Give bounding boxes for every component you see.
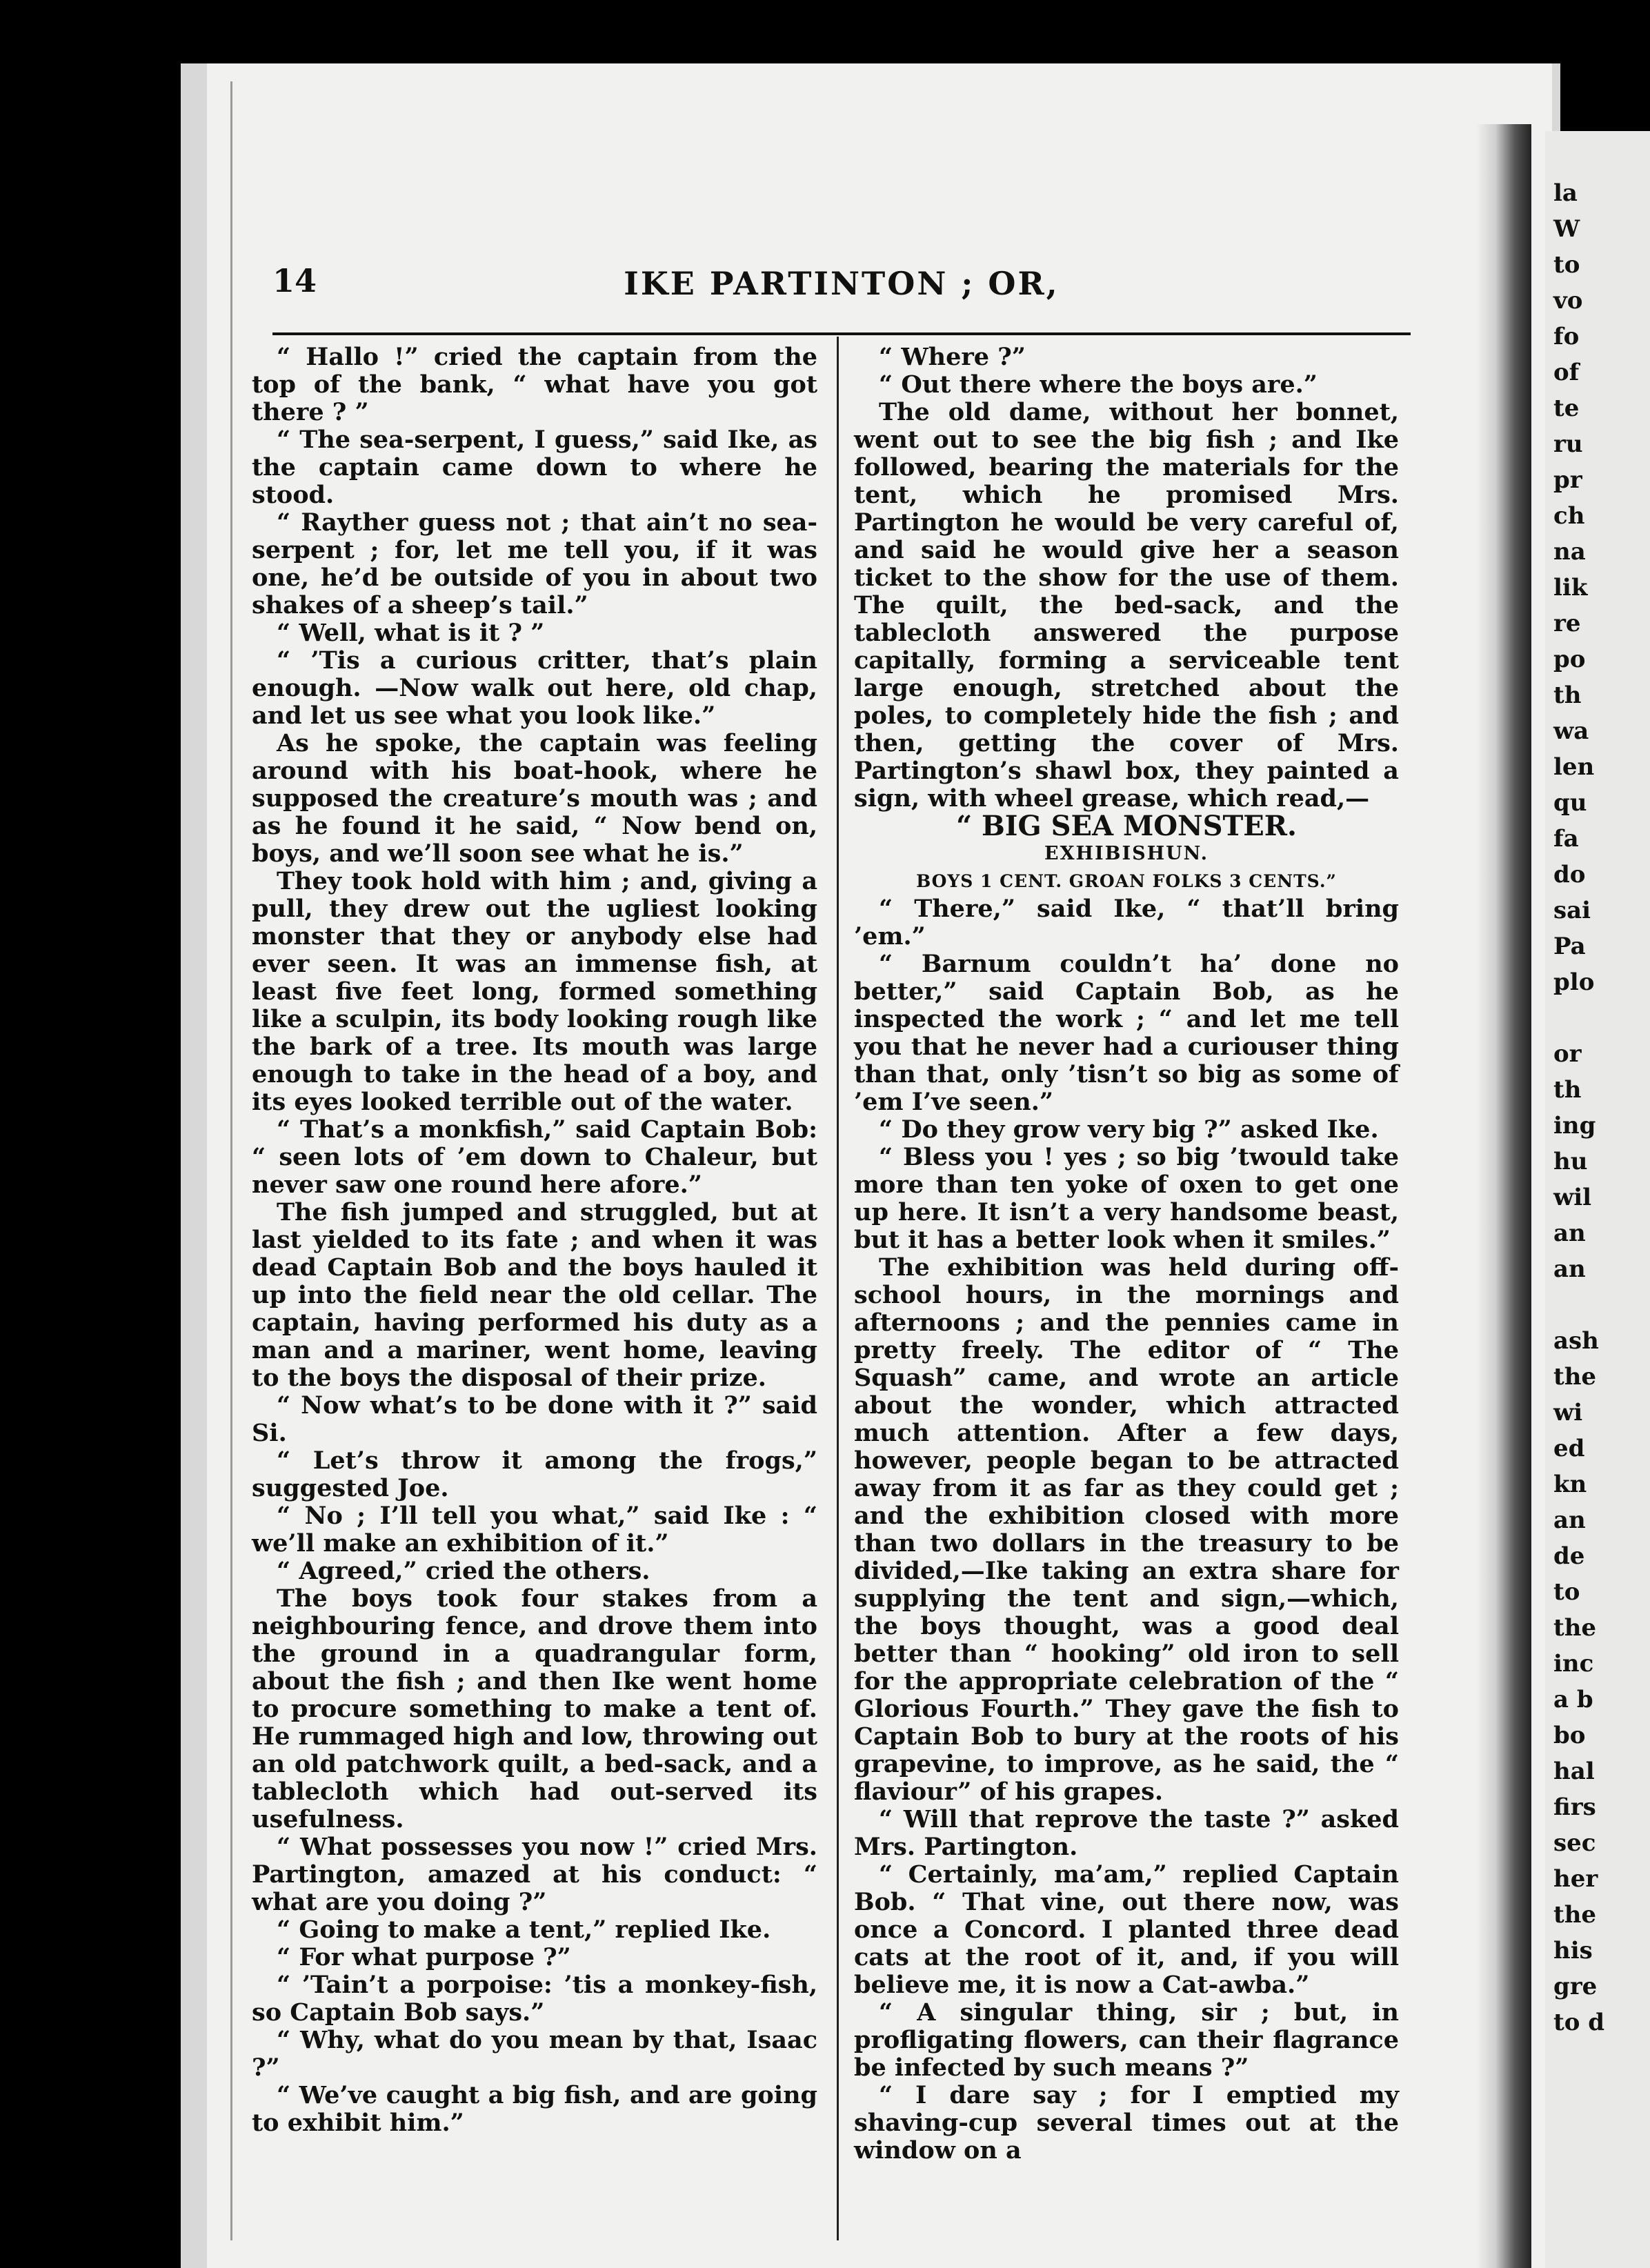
paragraph: “ Rayther guess not ; that ain’t no sea-serpent ; for, let me tell you, if it was one, he’d be outside of you in about two shakes of a sheep’s tail.”	[252, 508, 817, 619]
facing-page-text: of	[1553, 359, 1580, 386]
facing-page-text: lik	[1553, 574, 1588, 601]
facing-page-text: bo	[1553, 1722, 1586, 1749]
book-gutter	[1476, 124, 1531, 2268]
paragraph: “ Do they grow very big ?” asked Ike.	[879, 1115, 1379, 1144]
paragraph: “ Will that reprove the taste ?” asked Mrs. Partington.	[854, 1805, 1399, 1861]
facing-page-text: or	[1553, 1040, 1582, 1068]
facing-page-text: an	[1553, 1220, 1586, 1247]
right-column-continuation	[854, 895, 1399, 2165]
right-column-intro	[854, 344, 1399, 813]
facing-page-text: to d	[1553, 2009, 1604, 2036]
sign-subtitle: EXHIBISHUN.	[1044, 843, 1209, 864]
facing-page-text: an	[1553, 1255, 1586, 1283]
facing-page-text: sec	[1553, 1829, 1596, 1857]
facing-page-text: a b	[1553, 1686, 1593, 1713]
paragraph: “ Out there where the boys are.”	[879, 370, 1318, 399]
facing-page-text: hu	[1553, 1148, 1588, 1175]
paragraph: “ I dare say ; for I emptied my shaving-cup several times out at the window on a	[854, 2081, 1399, 2165]
facing-page-text: th	[1553, 682, 1582, 709]
facing-page-text: fa	[1553, 825, 1579, 853]
paragraph: “ ’Tain’t a porpoise: ’tis a monkey-fish, so Captain Bob says.”	[252, 1971, 817, 2027]
facing-page-text: wi	[1553, 1399, 1583, 1426]
facing-page-text: W	[1553, 215, 1580, 243]
paragraph: “ There,” said Ike, “ that’ll bring ’em.”	[854, 895, 1399, 951]
facing-page-text: hal	[1553, 1758, 1595, 1785]
paragraph: As he spoke, the captain was feeling around with his boat-hook, where he supposed the creature’s mouth was ; and as he found it he said, “ Now bend on, boys, and we’ll soon see what he is.”	[252, 729, 817, 868]
facing-page-text: her	[1553, 1865, 1598, 1893]
header-rule	[272, 332, 1411, 335]
paragraph: “ Certainly, ma’am,” replied Captain Bob. “ That vine, out there now, was once a Concord. I planted three dead cats at the root of it, and, if you will believe me, it is now a Cat-awba.”	[854, 1860, 1399, 1999]
facing-page-text: the	[1553, 1901, 1597, 1929]
facing-page-text: ash	[1553, 1327, 1599, 1355]
paragraph: The old dame, without her bonnet, went out to see the big fish ; and Ike followed, bearing the materials for the tent, which he promised Mrs. Partington he would be very careful of, and said he would give her a season ticket to the show for the use of them. The quilt, the bed-sack, and the tablecloth answered the purpose capitally, forming a serviceable tent large enough, stretched about the poles, to completely hide the fish ; and then, getting the cover of Mrs. Partington’s shawl box, they painted a sign, with wheel grease, which read,—	[854, 398, 1399, 813]
paragraph: “ The sea-serpent, I guess,” said Ike, as the captain came down to where he stood.	[252, 426, 817, 509]
facing-page-text: wil	[1553, 1184, 1592, 1211]
facing-page-text: inc	[1553, 1650, 1594, 1678]
paragraph: “ Now what’s to be done with it ?” said Si.	[252, 1391, 817, 1447]
facing-page-text: na	[1553, 538, 1586, 566]
facing-page-text: the	[1553, 1614, 1597, 1642]
facing-page-text: kn	[1553, 1471, 1587, 1498]
facing-page-text: sai	[1553, 897, 1591, 924]
facing-page-text: gre	[1553, 1973, 1598, 2000]
paragraph: “ A singular thing, sir ; but, in profligating flowers, can their flagrance be infected by such means ?”	[854, 1998, 1399, 2082]
sign-prices: BOYS 1 CENT. GROAN FOLKS 3 CENTS.”	[916, 871, 1337, 891]
facing-page-text: plo	[1553, 968, 1595, 996]
facing-page-text: Pa	[1553, 933, 1586, 960]
paragraph: “ Bless you ! yes ; so big ’twould take more than ten yoke of oxen to get one up here. It isn’t a very handsome beast, but it has a better look when it smiles.”	[854, 1143, 1399, 1254]
paragraph: The boys took four stakes from a neighbouring fence, and drove them into the ground in a quadrangular form, about the fish ; and then Ike went home to procure something to make a tent of. He rummaged high and low, throwing out an old patchwork quilt, a bed-sack, and a tablecloth which had out-served its usefulness.	[252, 1584, 817, 1833]
facing-page-text: pr	[1553, 466, 1582, 494]
facing-page-text: te	[1553, 395, 1580, 422]
facing-page-text: firs	[1553, 1793, 1596, 1821]
running-title: IKE PARTINTON ; OR,	[624, 265, 1060, 302]
facing-page-text: do	[1553, 861, 1586, 888]
paragraph: “ Let’s throw it among the frogs,” suggested Joe.	[252, 1446, 817, 1502]
facing-page-text: vo	[1553, 287, 1583, 315]
page-header	[272, 257, 1411, 312]
facing-page-text: his	[1553, 1937, 1593, 1964]
paragraph: “ Agreed,” cried the others.	[277, 1557, 650, 1585]
facing-page-text: th	[1553, 1076, 1582, 1104]
facing-page-text: ru	[1553, 430, 1583, 458]
paragraph: “ ’Tis a curious critter, that’s plain enough. —Now walk out here, old chap, and let us see what you look like.”	[252, 646, 817, 730]
paragraph: “ That’s a monkfish,” said Captain Bob: “ seen lots of ’em down to Chaleur, but never saw one round here afore.”	[252, 1115, 817, 1199]
facing-page-text: re	[1553, 610, 1581, 637]
paragraph: The exhibition was held during off-school hours, in the mornings and afternoons ; and the pennies came in pretty freely. The editor of “ The Squash” came, and wrote an article about the wonder, which attracted much attention. After a few days, however, people began to be attracted away from it as far as they could get ; and the exhibition closed with more than two dollars in the treasury to be divided,—Ike taking an extra share for supplying the tent and sign,—which, the boys thought, was a good deal better than “ hooking” old iron to sell for the appropriate celebration of the “ Glorious Fourth.” They gave the fish to Captain Bob to bury at the roots of his grapevine, to improve, as he said, the “ flaviour” of his grapes.	[854, 1253, 1399, 1806]
paragraph: “ Barnum couldn’t ha’ done no better,” said Captain Bob, as he inspected the work ; “ and let me tell you that he never had a curiouser thing than that, only ’tisn’t so big as some of ’em I’ve seen.”	[854, 950, 1399, 1116]
facing-page-text: fo	[1553, 323, 1580, 350]
paragraph: The fish jumped and struggled, but at last yielded to its fate ; and when it was dead Captain Bob and the boys hauled it up into the field near the old cellar. The captain, having performed his duty as a man and a mariner, went home, leaving to the boys the disposal of their prize.	[252, 1198, 817, 1392]
paragraph: “ Well, what is it ? ”	[277, 619, 545, 647]
facing-page-text: ch	[1553, 502, 1585, 530]
facing-page-fragment	[1545, 131, 1650, 2268]
facing-page-text: ed	[1553, 1435, 1585, 1462]
paragraph: They took hold with him ; and, giving a pull, they drew out the ugliest looking monster that they or anybody else had ever seen. It was an immense fish, at least five feet long, formed something like a sculpin, its body looking rough like the bark of a tree. Its mouth was large enough to take in the head of a boy, and its eyes looked terrible out of the water.	[252, 867, 817, 1116]
facing-page-text: len	[1553, 753, 1595, 781]
paragraph: “ For what purpose ?”	[277, 1943, 571, 1971]
facing-page-text: qu	[1553, 789, 1587, 817]
paragraph: “ Going to make a tent,” replied Ike.	[277, 1916, 771, 1944]
paragraph: “ What possesses you now !” cried Mrs. Partington, amazed at his conduct: “ what are you doing ?”	[252, 1833, 817, 1916]
paragraph: “ Hallo !” cried the captain from the top of the bank, “ what have you got there ? ”	[252, 343, 817, 426]
paragraph: “ No ; I’ll tell you what,” said Ike : “ we’ll make an exhibition of it.”	[252, 1502, 817, 1558]
paragraph: “ Why, what do you mean by that, Isaac ?”	[252, 2026, 817, 2082]
facing-page-text: de	[1553, 1542, 1585, 1570]
facing-page-text: to	[1553, 1578, 1580, 1606]
sign-title: “ BIG SEA MONSTER.	[956, 810, 1297, 842]
paragraph: “ We’ve caught a big fish, and are going to exhibit him.”	[252, 2081, 817, 2137]
page-number: 14	[272, 262, 317, 299]
facing-page-text: wa	[1553, 717, 1589, 745]
page-edge-line	[230, 81, 232, 2240]
facing-page-text: po	[1553, 646, 1586, 673]
facing-page-text: to	[1553, 251, 1580, 279]
facing-page-text: an	[1553, 1506, 1586, 1534]
facing-page-text: ing	[1553, 1112, 1596, 1140]
right-column	[854, 344, 1399, 2165]
facing-page-text: la	[1553, 179, 1578, 207]
paragraph: “ Where ?”	[879, 343, 1026, 371]
column-divider	[837, 337, 839, 2240]
facing-page-text: the	[1553, 1363, 1597, 1391]
left-column	[252, 344, 817, 2137]
